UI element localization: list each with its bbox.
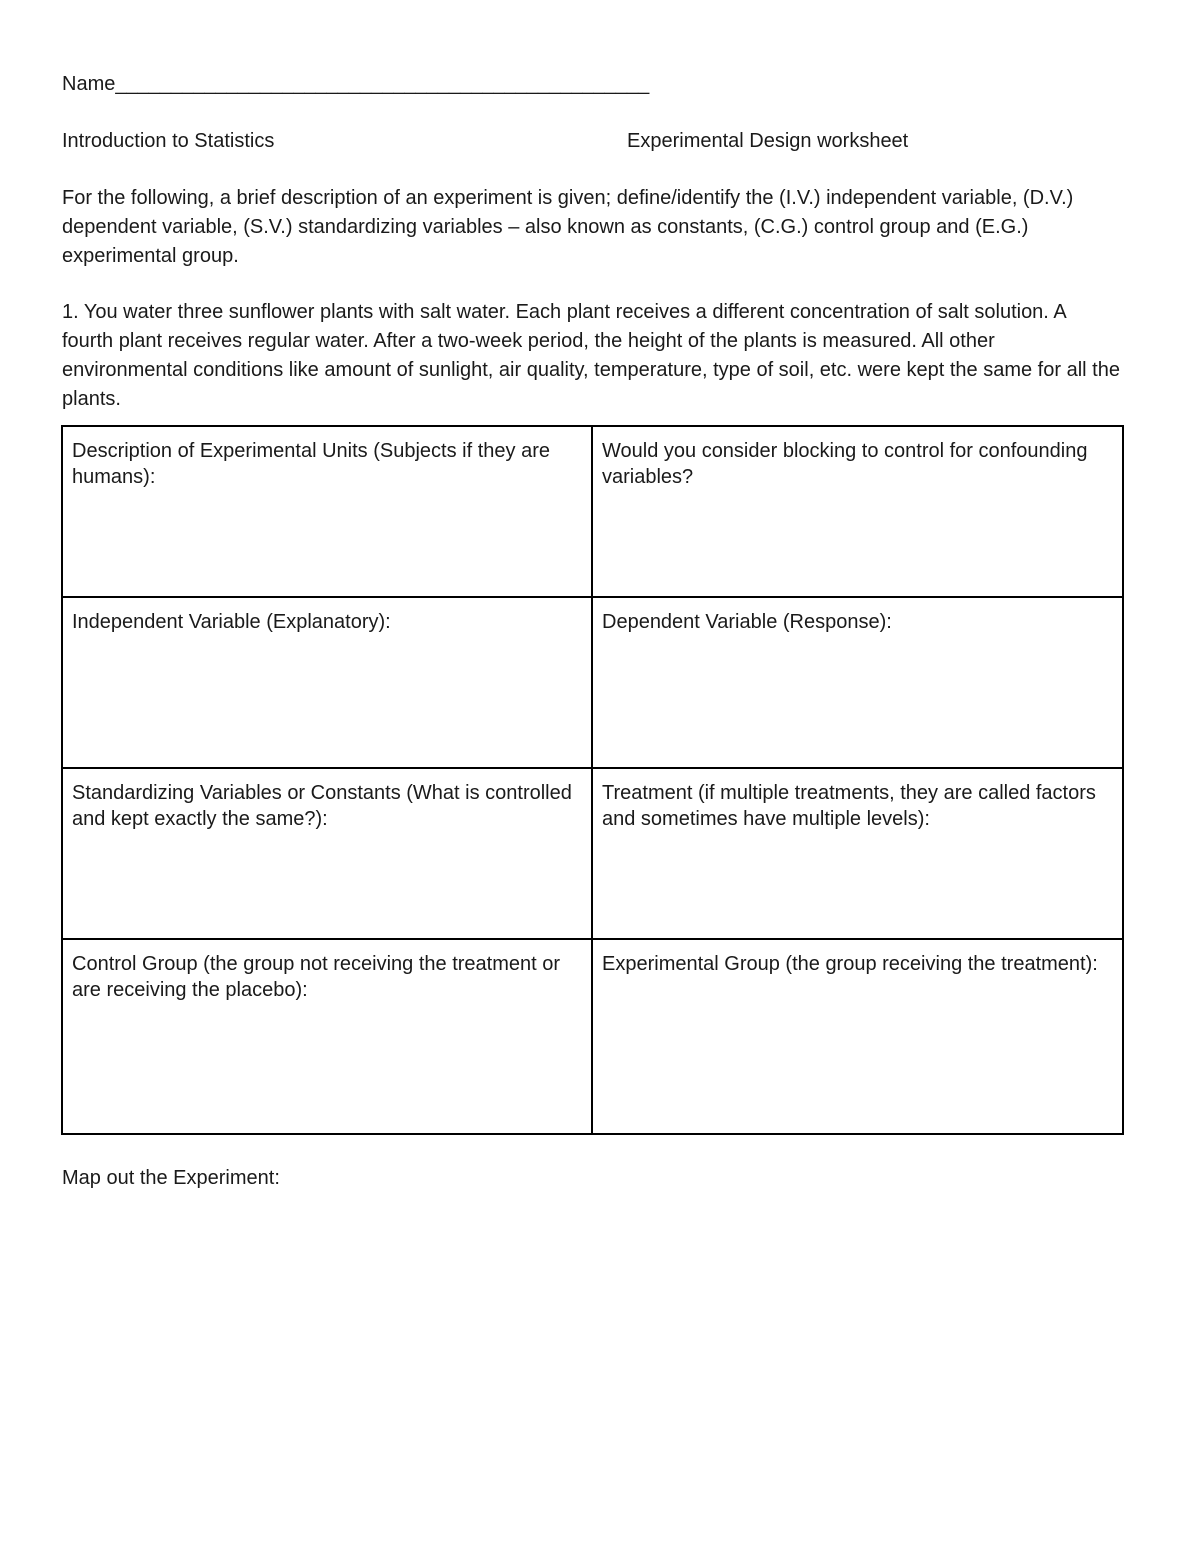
worksheet-title: Experimental Design worksheet [627,130,909,152]
control-group-cell: Control Group (the group not receiving the treatment or are receiving the placebo): [62,939,592,1134]
dependent-variable-cell: Dependent Variable (Response): [592,597,1123,768]
question-1-text: 1. You water three sunflower plants with salt water. Each plant receives a different concentration of salt solution. A fourth plant receives regular water. After a two-week period, the height of the plants is measured. All other environmental conditions like amount of sunlight, air quality, temperature, type of soil, etc. were kept the same for all the plants. [62,301,1120,410]
map-experiment-label: Map out the Experiment: [62,1167,280,1189]
instructions-paragraph: For the following, a brief description of an experiment is given; define/identify the (I.V.) independent variable, (D.V.) dependent variable, (S.V.) standardizing variables – also known as constants, (C.G.) control group and (E.G.) experimental group. [62,187,1074,267]
course-title: Introduction to Statistics [62,130,275,152]
grid-row [62,597,1123,768]
experimental-group-cell: Experimental Group (the group receiving the treatment): [592,939,1123,1134]
treatment-cell: Treatment (if multiple treatments, they are called factors and sometimes have multiple levels): [592,768,1123,939]
independent-variable-cell: Independent Variable (Explanatory): [62,597,592,768]
answer-grid [61,425,1124,1135]
grid-row [62,426,1123,597]
name-field-line: Name________________________________________________ [62,73,650,95]
standardizing-variables-cell: Standardizing Variables or Constants (What is controlled and kept exactly the same?): [62,768,592,939]
blocking-cell: Would you consider blocking to control for confounding variables? [592,426,1123,597]
grid-row [62,768,1123,939]
grid-row [62,939,1123,1134]
experimental-units-cell: Description of Experimental Units (Subjects if they are humans): [62,426,592,597]
